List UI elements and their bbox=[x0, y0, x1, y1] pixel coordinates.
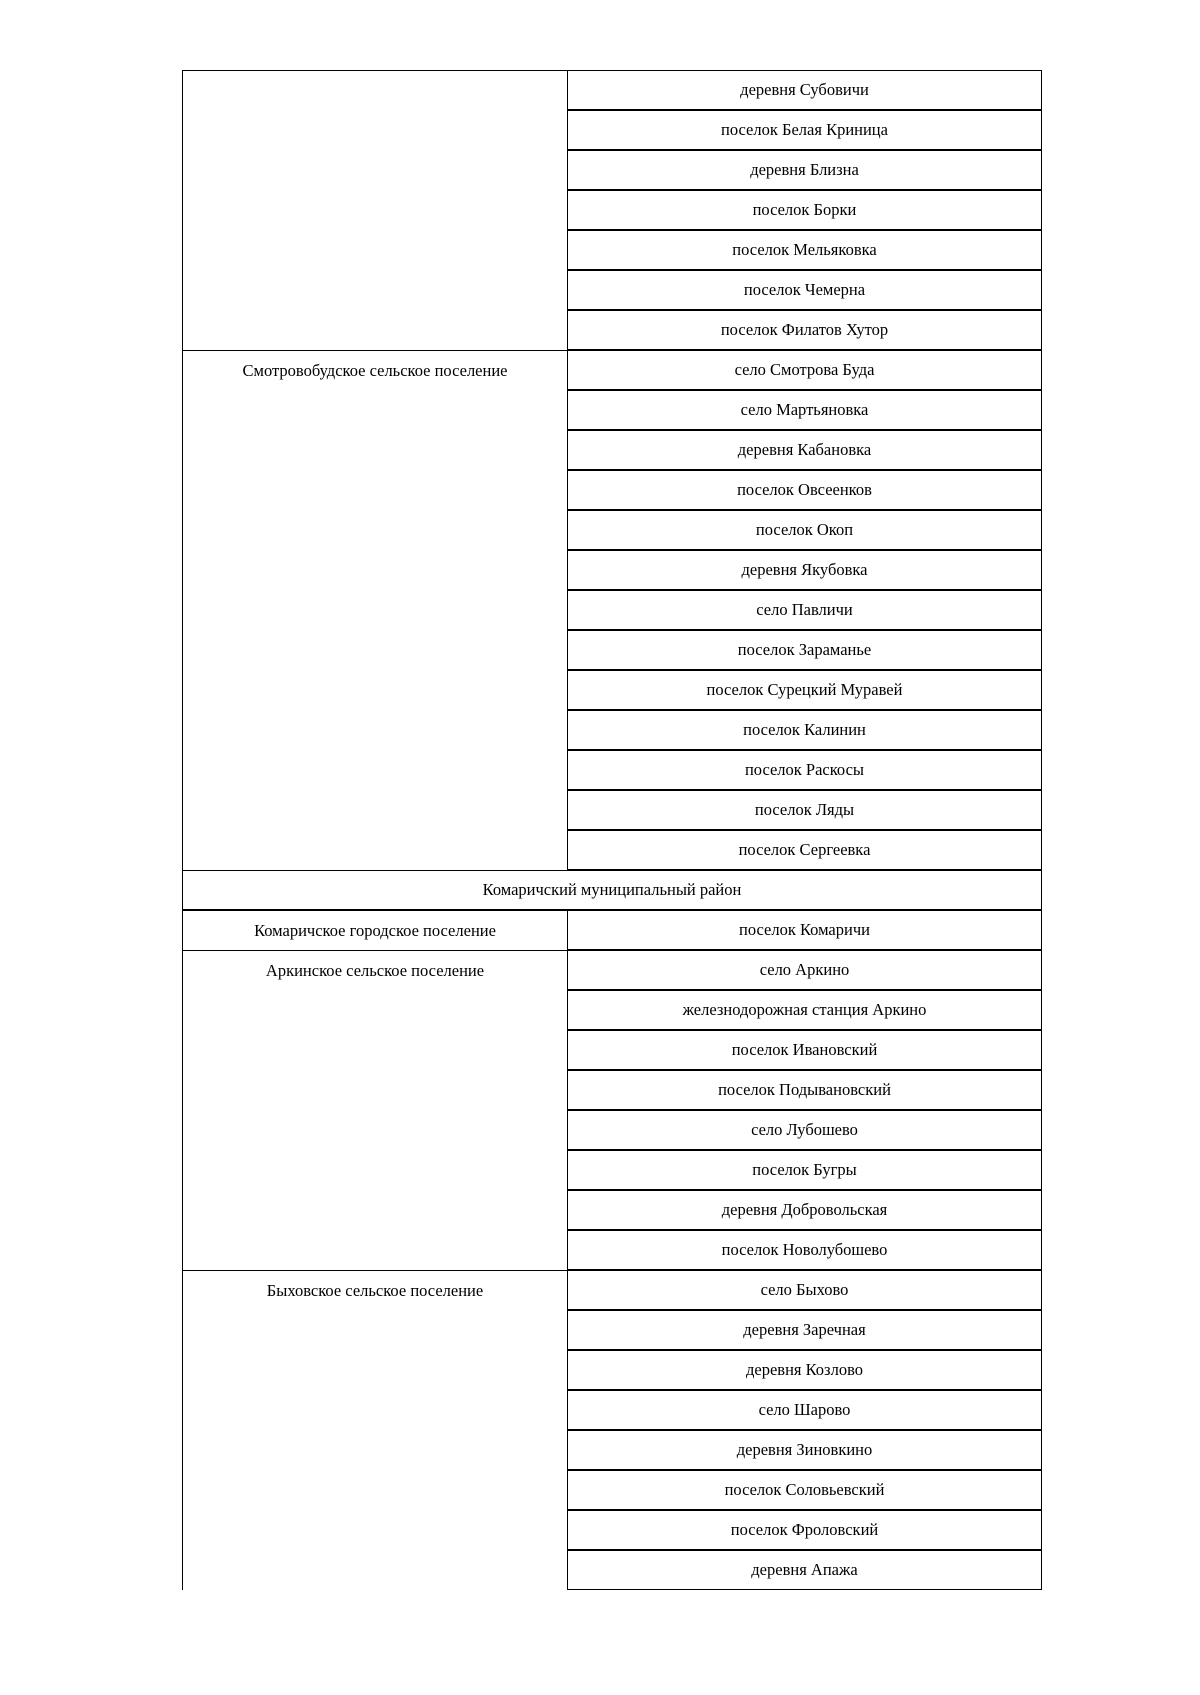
village-cell: деревня Апажа bbox=[567, 1550, 1042, 1590]
village-cell: поселок Новолубошево bbox=[567, 1230, 1042, 1270]
village-cell: поселок Белая Криница bbox=[567, 110, 1042, 150]
village-cell: деревня Якубовка bbox=[567, 550, 1042, 590]
village-cell: поселок Раскосы bbox=[567, 750, 1042, 790]
village-cell: поселок Сурецкий Муравей bbox=[567, 670, 1042, 710]
village-cell: поселок Филатов Хутор bbox=[567, 310, 1042, 350]
settlement-name-cell bbox=[182, 950, 567, 1270]
settlement-name-cell bbox=[182, 910, 567, 950]
village-cell: деревня Козлово bbox=[567, 1350, 1042, 1390]
settlement-name: Смотровобудское сельское поселение bbox=[242, 361, 508, 380]
village-cell: село Лубошево bbox=[567, 1110, 1042, 1150]
settlement-group bbox=[182, 1270, 1042, 1590]
settlement-name: Аркинское сельское поселение bbox=[265, 961, 485, 980]
village-cell: поселок Сергеевка bbox=[567, 830, 1042, 870]
village-cell: село Павличи bbox=[567, 590, 1042, 630]
village-cell: поселок Подывановский bbox=[567, 1070, 1042, 1110]
settlement-name: Быховское сельское поселение bbox=[266, 1281, 484, 1300]
settlement-name-cell bbox=[182, 1270, 567, 1590]
village-cell: поселок Соловьевский bbox=[567, 1470, 1042, 1510]
village-cell: поселок Комаричи bbox=[567, 910, 1042, 950]
village-cell: село Шарово bbox=[567, 1390, 1042, 1430]
settlement-group bbox=[182, 910, 1042, 950]
settlement-group bbox=[182, 350, 1042, 870]
village-cell: поселок Фроловский bbox=[567, 1510, 1042, 1550]
settlement-group bbox=[182, 70, 1042, 350]
village-cell: деревня Заречная bbox=[567, 1310, 1042, 1350]
settlement-group bbox=[182, 950, 1042, 1270]
district-header: Комаричский муниципальный район bbox=[182, 870, 1042, 910]
village-cell: деревня Близна bbox=[567, 150, 1042, 190]
settlements-table bbox=[182, 70, 1042, 1590]
village-cell: деревня Добровольская bbox=[567, 1190, 1042, 1230]
village-cell: деревня Кабановка bbox=[567, 430, 1042, 470]
village-cell: деревня Зиновкино bbox=[567, 1430, 1042, 1470]
settlement-name-cell bbox=[182, 350, 567, 870]
village-cell: село Смотрова Буда bbox=[567, 350, 1042, 390]
village-cell: село Мартьяновка bbox=[567, 390, 1042, 430]
village-cell: село Быхово bbox=[567, 1270, 1042, 1310]
village-cell: поселок Борки bbox=[567, 190, 1042, 230]
village-cell: поселок Окоп bbox=[567, 510, 1042, 550]
village-cell: поселок Чемерна bbox=[567, 270, 1042, 310]
village-cell: деревня Субовичи bbox=[567, 70, 1042, 110]
village-cell: поселок Овсеенков bbox=[567, 470, 1042, 510]
village-cell: поселок Мельяковка bbox=[567, 230, 1042, 270]
settlement-name-cell bbox=[182, 70, 567, 350]
village-cell: поселок Калинин bbox=[567, 710, 1042, 750]
village-cell: железнодорожная станция Аркино bbox=[567, 990, 1042, 1030]
village-cell: поселок Ивановский bbox=[567, 1030, 1042, 1070]
village-cell: поселок Зараманье bbox=[567, 630, 1042, 670]
village-cell: поселок Бугры bbox=[567, 1150, 1042, 1190]
village-cell: село Аркино bbox=[567, 950, 1042, 990]
village-cell: поселок Ляды bbox=[567, 790, 1042, 830]
settlement-name: Комаричское городское поселение bbox=[254, 921, 496, 940]
